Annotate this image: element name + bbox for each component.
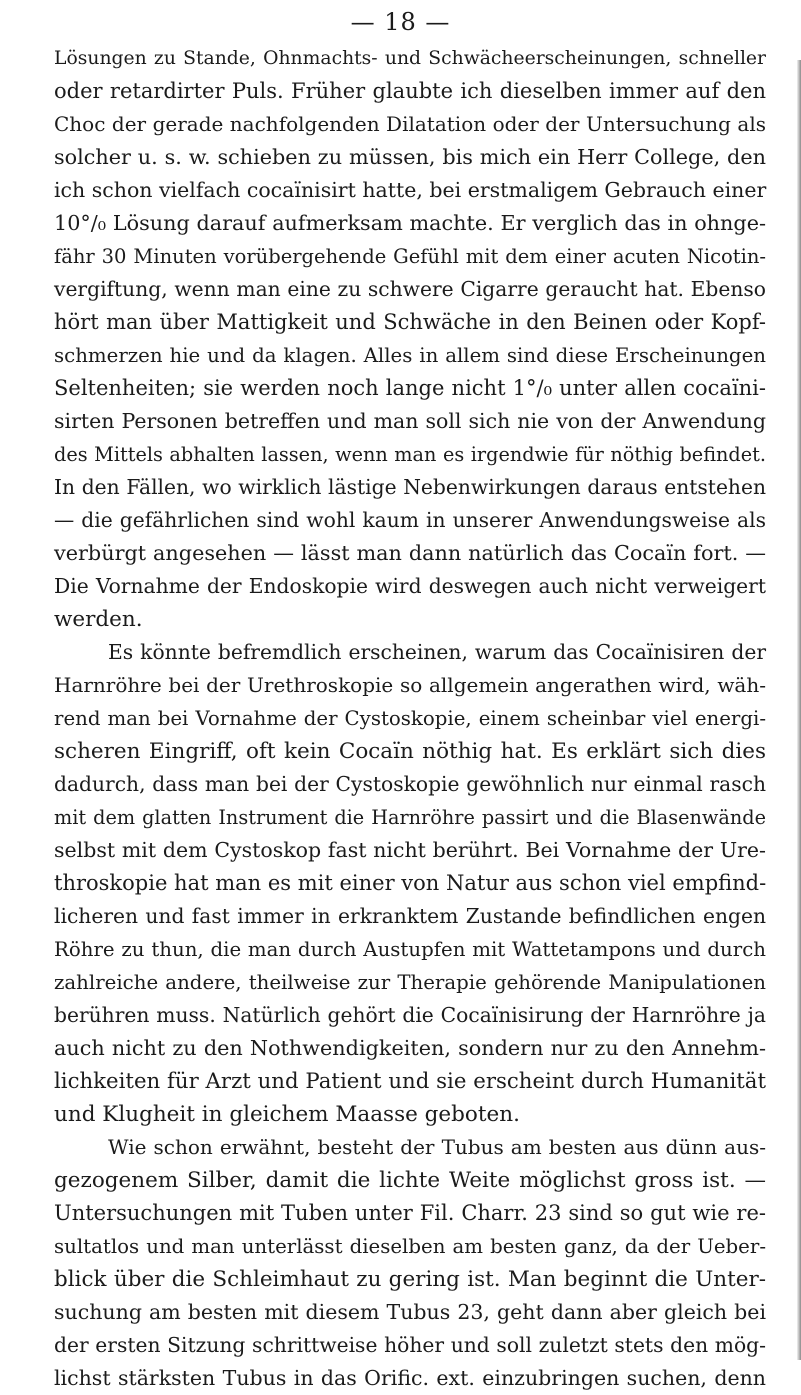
text-line: blick über die Schleimhaut zu gering ist. Man beginnt die Unter- [54,1267,766,1292]
text-line: auch nicht zu den Nothwendigkeiten, sondern nur zu den Annehm- [54,1036,766,1060]
text-line: Röhre zu thun, die man durch Austupfen mit Wattetampons und durch [54,938,766,961]
text-line: dadurch, dass man bei der Cystoskopie gewöhnlich nur einmal rasch [54,772,766,796]
text-line: des Mittels abhalten lassen, wenn man es irgendwie für nöthig befindet. [54,443,766,466]
text-line: werden. [54,607,143,632]
text-line: Choc der gerade nachfolgenden Dilatation oder der Untersuchung als [54,112,766,136]
text-line: der ersten Sitzung schrittweise höher und soll zuletzt stets den mög- [54,1333,766,1357]
page-edge [797,60,801,1360]
text-line: Die Vornahme der Endoskopie wird deswegen auch nicht verweigert [54,574,766,598]
text-line: lichkeiten für Arzt und Patient und sie erscheint durch Humanität [54,1069,766,1094]
text-line: zahlreiche andere, theilweise zur Therapie gehörende Manipulationen [54,971,766,994]
text-line: mit dem glatten Instrument die Harnröhre passirt und die Blasenwände [54,806,766,829]
text-line: Es könnte befremdlich erscheinen, warum das Cocaïnisiren der [108,640,766,664]
text-line: In den Fällen, wo wirklich lästige Nebenwirkungen daraus entstehen [54,475,766,499]
text-line: Harnröhre bei der Urethroskopie so allgemein angerathen wird, wäh- [54,673,766,697]
text-line: verbürgt angesehen — lässt man dann natürlich das Cocaïn fort. — [54,541,766,565]
text-line: rend man bei Vornahme der Cystoskopie, einem scheinbar viel energi- [54,707,766,730]
text-line: lichst stärksten Tubus in das Orific. ext. einzubringen suchen, denn [54,1366,766,1390]
text-line: vergiftung, wenn man eine zu schwere Cigarre geraucht hat. Ebenso [54,277,766,301]
body-text [54,42,766,1395]
text-line: scheren Eingriff, oft kein Cocaïn nöthig hat. Es erklärt sich dies [54,739,766,764]
text-line: suchung am besten mit diesem Tubus 23, geht dann aber gleich bei [54,1300,766,1324]
text-line: sultatlos und man unterlässt dieselben am besten ganz, da der Ueber- [54,1235,766,1258]
text-line: gezogenem Silber, damit die lichte Weite möglichst gross ist. — [54,1168,766,1193]
text-line: hört man über Mattigkeit und Schwäche in den Beinen oder Kopf- [54,310,766,334]
text-line: schmerzen hie und da klagen. Alles in allem sind diese Erscheinungen [54,344,766,367]
text-line: und Klugheit in gleichem Maasse geboten. [54,1102,520,1127]
text-line: Lösungen zu Stande, Ohnmachts- und Schwächeerscheinungen, schneller [54,48,766,69]
text-line: solcher u. s. w. schieben zu müssen, bis mich ein Herr College, den [54,145,766,169]
text-line: Untersuchungen mit Tuben unter Fil. Charr. 23 sind so gut wie re- [54,1201,766,1225]
text-line: fähr 30 Minuten vorübergehende Gefühl mit dem einer acuten Nicotin- [54,245,766,268]
text-line: berühren muss. Natürlich gehört die Cocaïnisirung der Harnröhre ja [54,1003,766,1027]
text-line: oder retardirter Puls. Früher glaubte ich dieselben immer auf den [54,79,766,103]
text-line: licheren und fast immer in erkranktem Zustande befindlichen engen [54,904,766,928]
text-line: 10°/₀ Lösung darauf aufmerksam machte. Er verglich das in ohnge- [54,211,766,235]
text-line: — die gefährlichen sind wohl kaum in unserer Anwendungsweise als [54,508,766,532]
text-line: ich schon vielfach cocaïnisirt hatte, bei erstmaligem Gebrauch einer [54,178,767,202]
page-number: — 18 — [350,8,451,36]
text-line: Seltenheiten; sie werden noch lange nicht 1°/₀ unter allen cocaïni- [54,376,766,400]
text-line: Wie schon erwähnt, besteht der Tubus am besten aus dünn aus- [108,1135,766,1159]
text-line: throskopie hat man es mit einer von Natur aus schon viel empfind- [54,871,767,895]
text-line: sirten Personen betreffen und man soll sich nie von der Anwendung [54,409,766,433]
text-line: selbst mit dem Cystoskop fast nicht berührt. Bei Vornahme der Ure- [54,838,766,862]
